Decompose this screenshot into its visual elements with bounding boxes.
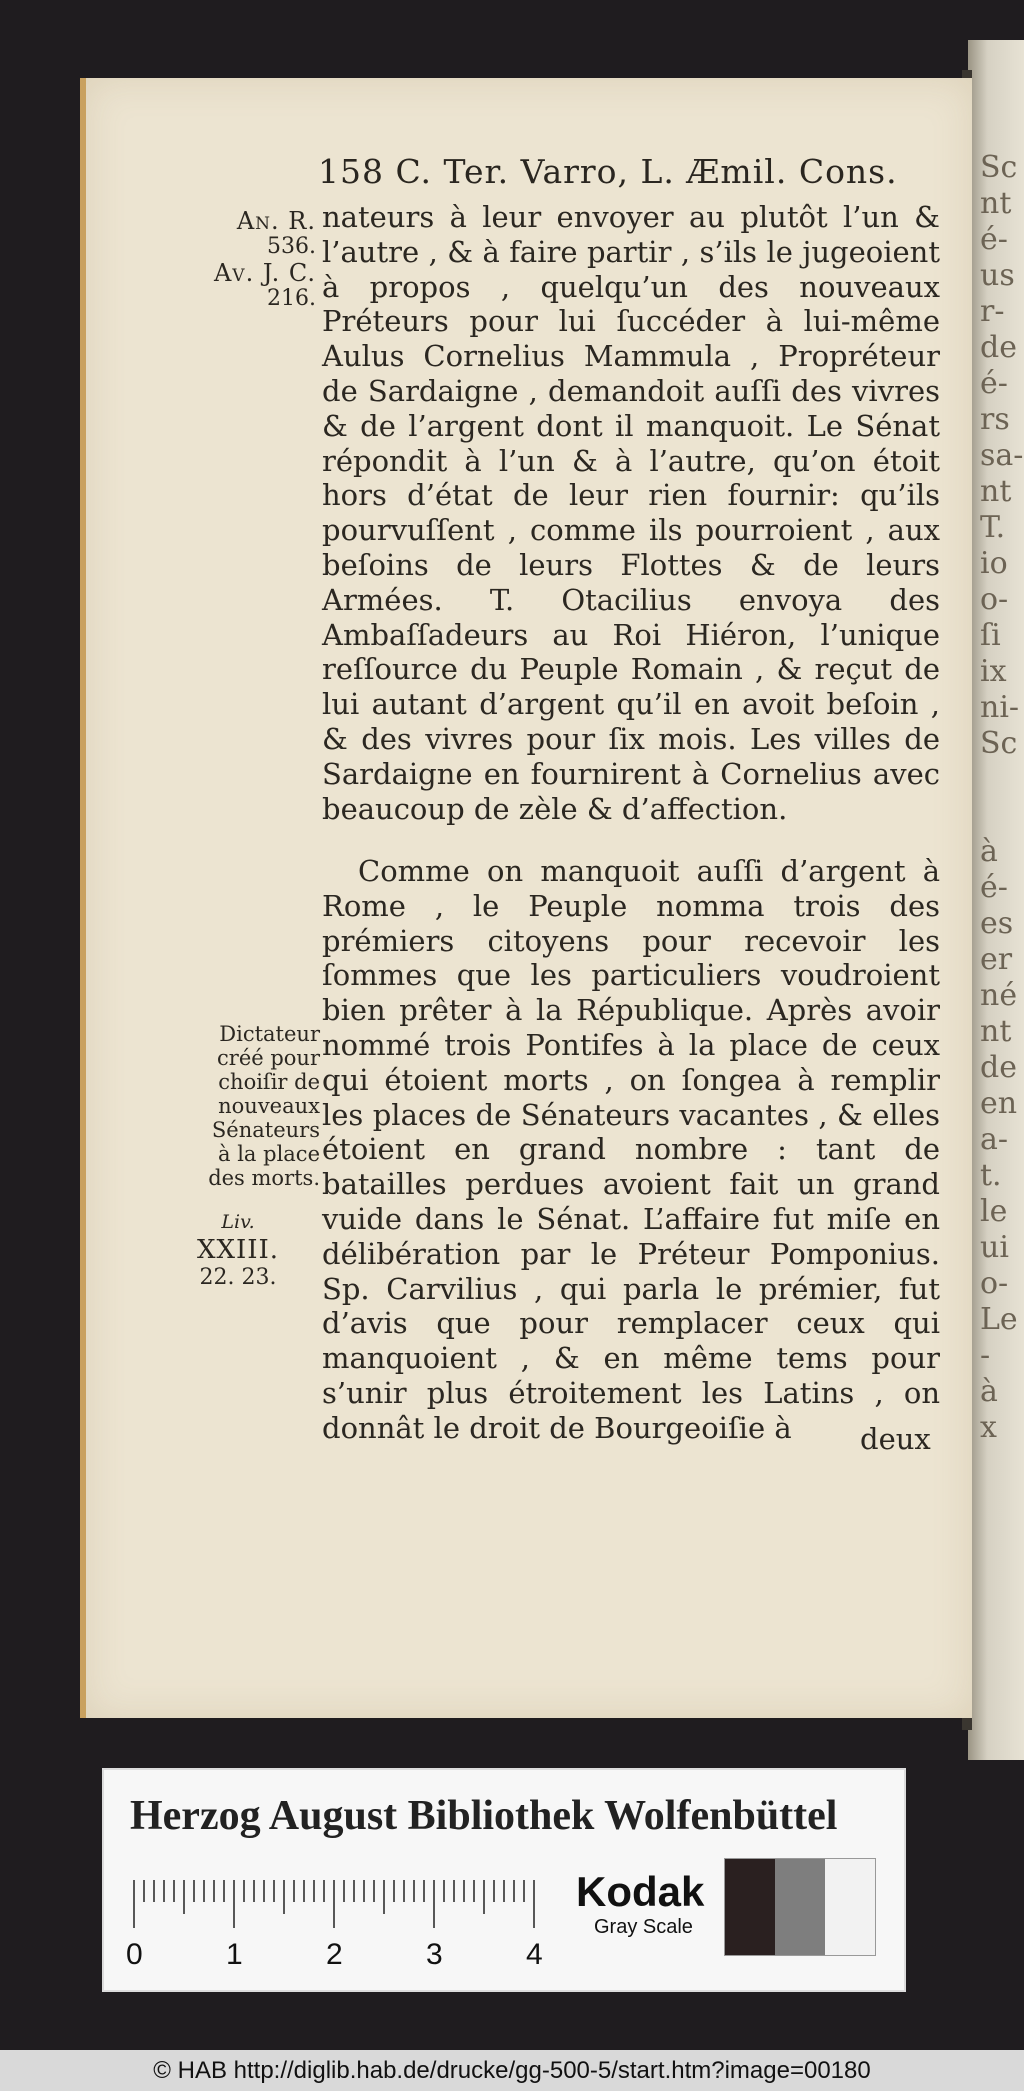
margin-year-line: Av. J. C. xyxy=(213,259,316,287)
margin-dictator-line: Dictateur xyxy=(219,1022,320,1046)
gray-patch xyxy=(775,1859,825,1955)
gray-patch xyxy=(725,1859,775,1955)
margin-liv-line: 22. 23. xyxy=(199,1265,277,1290)
paragraph-text: nateurs à leur envoyer au plutôt l’un & l’autre , & à faire partir , s’ils le jugeoient à propos , quelqu’un des nouveaux Préteurs pour lui ſuccéder à lui-même Aulus Cornelius Mammula , Propréteur de Sardaigne , demandoit auſſi des vivres & de l’argent dont il manquoit. Le Sénat répondit à l’un & à l’autre, qu’on étoit hors d’état de leur rien fournir: qu’ils pourvuſſent , comme ils pourroient , aux beſoins de leurs Flottes & de leurs Armées. T. Otacilius envoya des Ambaſſadeurs au Roi Hiéron, l’unique reſſource du Peuple Romain , & reçut de lui autant d’argent qu’il en avoit beſoin , & des vivres pour ſix mois. Les villes de Sardaigne en fournirent à Cornelius avec beaucoup de zèle & d’affection. xyxy=(322,200,940,826)
gray-patch xyxy=(825,1859,875,1955)
margin-dictator-line: à la place xyxy=(218,1142,320,1166)
margin-year-line: An. R. xyxy=(236,207,316,235)
margin-year-line: 536. xyxy=(267,234,316,259)
ruler xyxy=(132,1880,552,1930)
margin-note-livy xyxy=(188,1208,288,1292)
margin-note-dictator xyxy=(168,1022,320,1190)
margin-note-year xyxy=(188,208,316,312)
body-paragraph xyxy=(322,200,940,826)
margin-dictator-line: des morts. xyxy=(208,1166,320,1190)
facing-page-bleed-text: Sc nt é- us r- de é- rs sa- nt T. io o- ſi ix ni- Sc à é- es er né nt de en a- t. le ui o- Le - à x xyxy=(980,150,1024,1445)
ruler-label: 3 xyxy=(426,1938,443,1971)
margin-year-line: 216. xyxy=(267,286,316,311)
ruler-label: 4 xyxy=(526,1938,543,1971)
ruler-label: 1 xyxy=(226,1938,243,1971)
ruler-label: 0 xyxy=(126,1938,143,1971)
body-paragraph xyxy=(322,854,940,1446)
margin-dictator-line: nouveaux xyxy=(218,1094,320,1118)
library-name: Herzog August Bibliothek Wolfenbüttel xyxy=(130,1793,838,1839)
margin-dictator-line: Sénateurs xyxy=(211,1118,320,1142)
margin-dictator-line: choiſir de xyxy=(218,1070,320,1094)
margin-liv-line: Liv. xyxy=(221,1211,255,1233)
ruler-label: 2 xyxy=(326,1938,343,1971)
margin-dictator-line: créé pour xyxy=(217,1046,320,1070)
calibration-card xyxy=(102,1768,906,1992)
kodak-subtitle: Gray Scale xyxy=(594,1916,693,1938)
footer-credit: © HAB http://diglib.hab.de/drucke/gg-500-5/start.htm?image=00180 xyxy=(0,2050,1024,2091)
running-head: 158 C. Ter. Varro, L. Æmil. Cons. xyxy=(318,152,898,191)
kodak-logo: Kodak xyxy=(576,1868,705,1915)
gray-scale-patches xyxy=(724,1858,876,1956)
margin-liv-line: XXIII. xyxy=(196,1235,280,1265)
catchword: deux xyxy=(860,1422,931,1456)
paragraph-text: Comme on manquoit auſſi d’argent à Rome , le Peuple nomma trois des prémiers citoyens pour recevoir les ſommes que les particuliers voudroient bien prêter à la République. Après avoir nommé trois Pontifes à la place de ceux qui étoient morts , on ſongea à remplir les places de Sénateurs vacantes , & elles étoient en grand nombre : tant de batailles perdues avoient fait un grand vuide dans le Sénat. L’affaire fut miſe en délibération par le Préteur Pomponius. Sp. Carvilius , qui parla le prémier, fut d’avis que pour remplacer ceux qui manquoient , & en même tems pour s’unir plus étroitement les Latins , on donnât le droit de Bourgeoiſie à xyxy=(322,854,940,1445)
